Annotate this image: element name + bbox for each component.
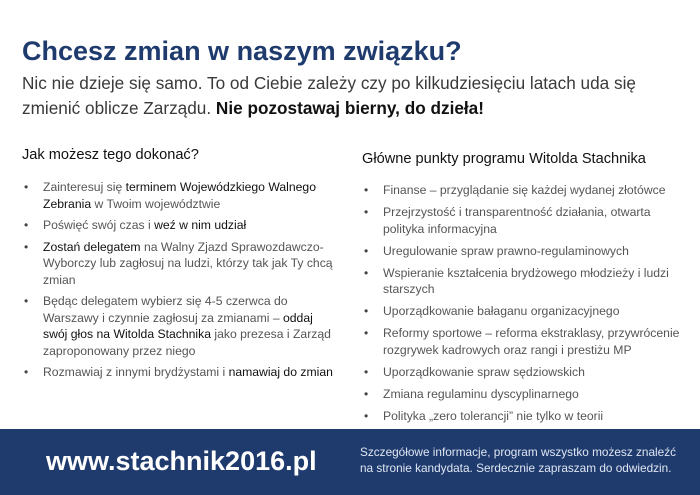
list-item xyxy=(362,386,684,403)
list-item xyxy=(362,408,684,425)
how-to-list xyxy=(22,179,340,381)
list-item xyxy=(362,182,684,199)
headline: Chcesz zmian w naszym związku? xyxy=(22,36,462,66)
emphasis-text: oddaj swój głos na Witolda Stachnika xyxy=(43,310,313,341)
website-link[interactable]: www.stachnik2016.pl xyxy=(46,446,317,476)
lead-text: Nic nie dzieje się samo. To od Ciebie zależy czy po kilkudziesięciu latach uda się zmienić oblicze Zarządu. xyxy=(22,73,636,118)
footer-banner xyxy=(0,429,700,495)
list-item xyxy=(22,239,340,289)
list-item xyxy=(362,265,684,298)
footer-note: Szczegółowe informacje, program wszystko możesz znaleźć na stronie kandydata. Serdecznie zapraszam do odwiedzin. xyxy=(360,445,677,475)
item-text: Uregulowanie spraw prawno-regulaminowych xyxy=(383,243,629,258)
item-text: Rozmawiaj z innymi brydżystami i xyxy=(43,365,229,379)
list-item xyxy=(362,325,684,358)
item-text: w Twoim województwie xyxy=(91,196,221,211)
emphasis-text: terminem Wojewódzkiego Walnego Zebrania xyxy=(43,180,316,211)
item-text: Wspieranie kształcenia brydżowego młodzieży i ludzi starszych xyxy=(383,265,669,297)
lead-paragraph xyxy=(22,71,688,121)
list-item xyxy=(362,243,684,260)
list-item xyxy=(362,303,684,320)
item-text: Zainteresuj się xyxy=(43,180,126,194)
how-to-column xyxy=(22,146,340,386)
bullet-icon: • xyxy=(364,265,369,280)
item-text: Będąc delegatem wybierz się 4-5 czerwca do Warszawy i czynnie zagłosuj za zmianami – xyxy=(43,294,288,325)
bullet-icon: • xyxy=(364,243,369,258)
bullet-icon: • xyxy=(364,326,369,341)
program-column xyxy=(362,146,684,430)
item-text: Finanse – przyglądanie się każdej wydanej złotówce xyxy=(383,183,666,197)
bullet-icon: • xyxy=(364,387,369,402)
bullet-icon: • xyxy=(364,409,369,424)
item-text: Polityka „zero tolerancji” nie tylko w teorii xyxy=(383,409,604,424)
list-item xyxy=(22,293,340,359)
item-text: Uporządkowanie bałaganu organizacyjnego xyxy=(383,304,620,319)
bullet-icon: • xyxy=(364,304,369,319)
how-to-title: Jak możesz tego dokonać? xyxy=(22,147,199,163)
emphasis-text: Zostań delegatem xyxy=(43,239,141,254)
item-text: Uporządkowanie spraw sędziowskich xyxy=(383,365,585,380)
emphasis-text: namawiaj do zmian xyxy=(228,365,333,379)
list-item xyxy=(362,204,684,237)
item-text: Reformy sportowe – reforma ekstraklasy, przywrócenie rozgrywek kadrowych oraz rangi i prestiżu MP xyxy=(383,326,680,357)
item-text: Poświęć swój czas i xyxy=(43,218,155,232)
bullet-icon: • xyxy=(364,365,369,380)
list-item xyxy=(22,179,340,212)
bullet-icon: • xyxy=(24,294,29,308)
item-text: Przejrzystość i transparentność działania, otwarta polityka informacyjna xyxy=(383,205,651,236)
program-list xyxy=(362,182,684,425)
bullet-icon: • xyxy=(24,180,29,194)
list-item xyxy=(22,364,340,381)
item-text: na Walny Zjazd Sprawozdawczo-Wyborczy lub zagłosuj na ludzi, którzy tak jak Ty chcą zmian xyxy=(43,239,333,287)
bullet-icon: • xyxy=(364,205,369,220)
item-text: jako prezesa i Zarząd zaproponowany przez niego xyxy=(43,327,331,358)
list-item xyxy=(22,217,340,234)
item-text: Zmiana regulaminu dyscyplinarnego xyxy=(383,387,579,402)
program-title: Główne punkty programu Witolda Stachnika xyxy=(362,151,646,167)
emphasis-text: weź w nim udział xyxy=(154,218,247,232)
bullet-icon: • xyxy=(24,239,29,254)
bullet-icon: • xyxy=(24,218,29,232)
bullet-icon: • xyxy=(24,365,29,379)
lead-bold: Nie pozostawaj bierny, do dzieła! xyxy=(215,98,484,118)
list-item xyxy=(362,364,684,381)
bullet-icon: • xyxy=(364,183,369,197)
